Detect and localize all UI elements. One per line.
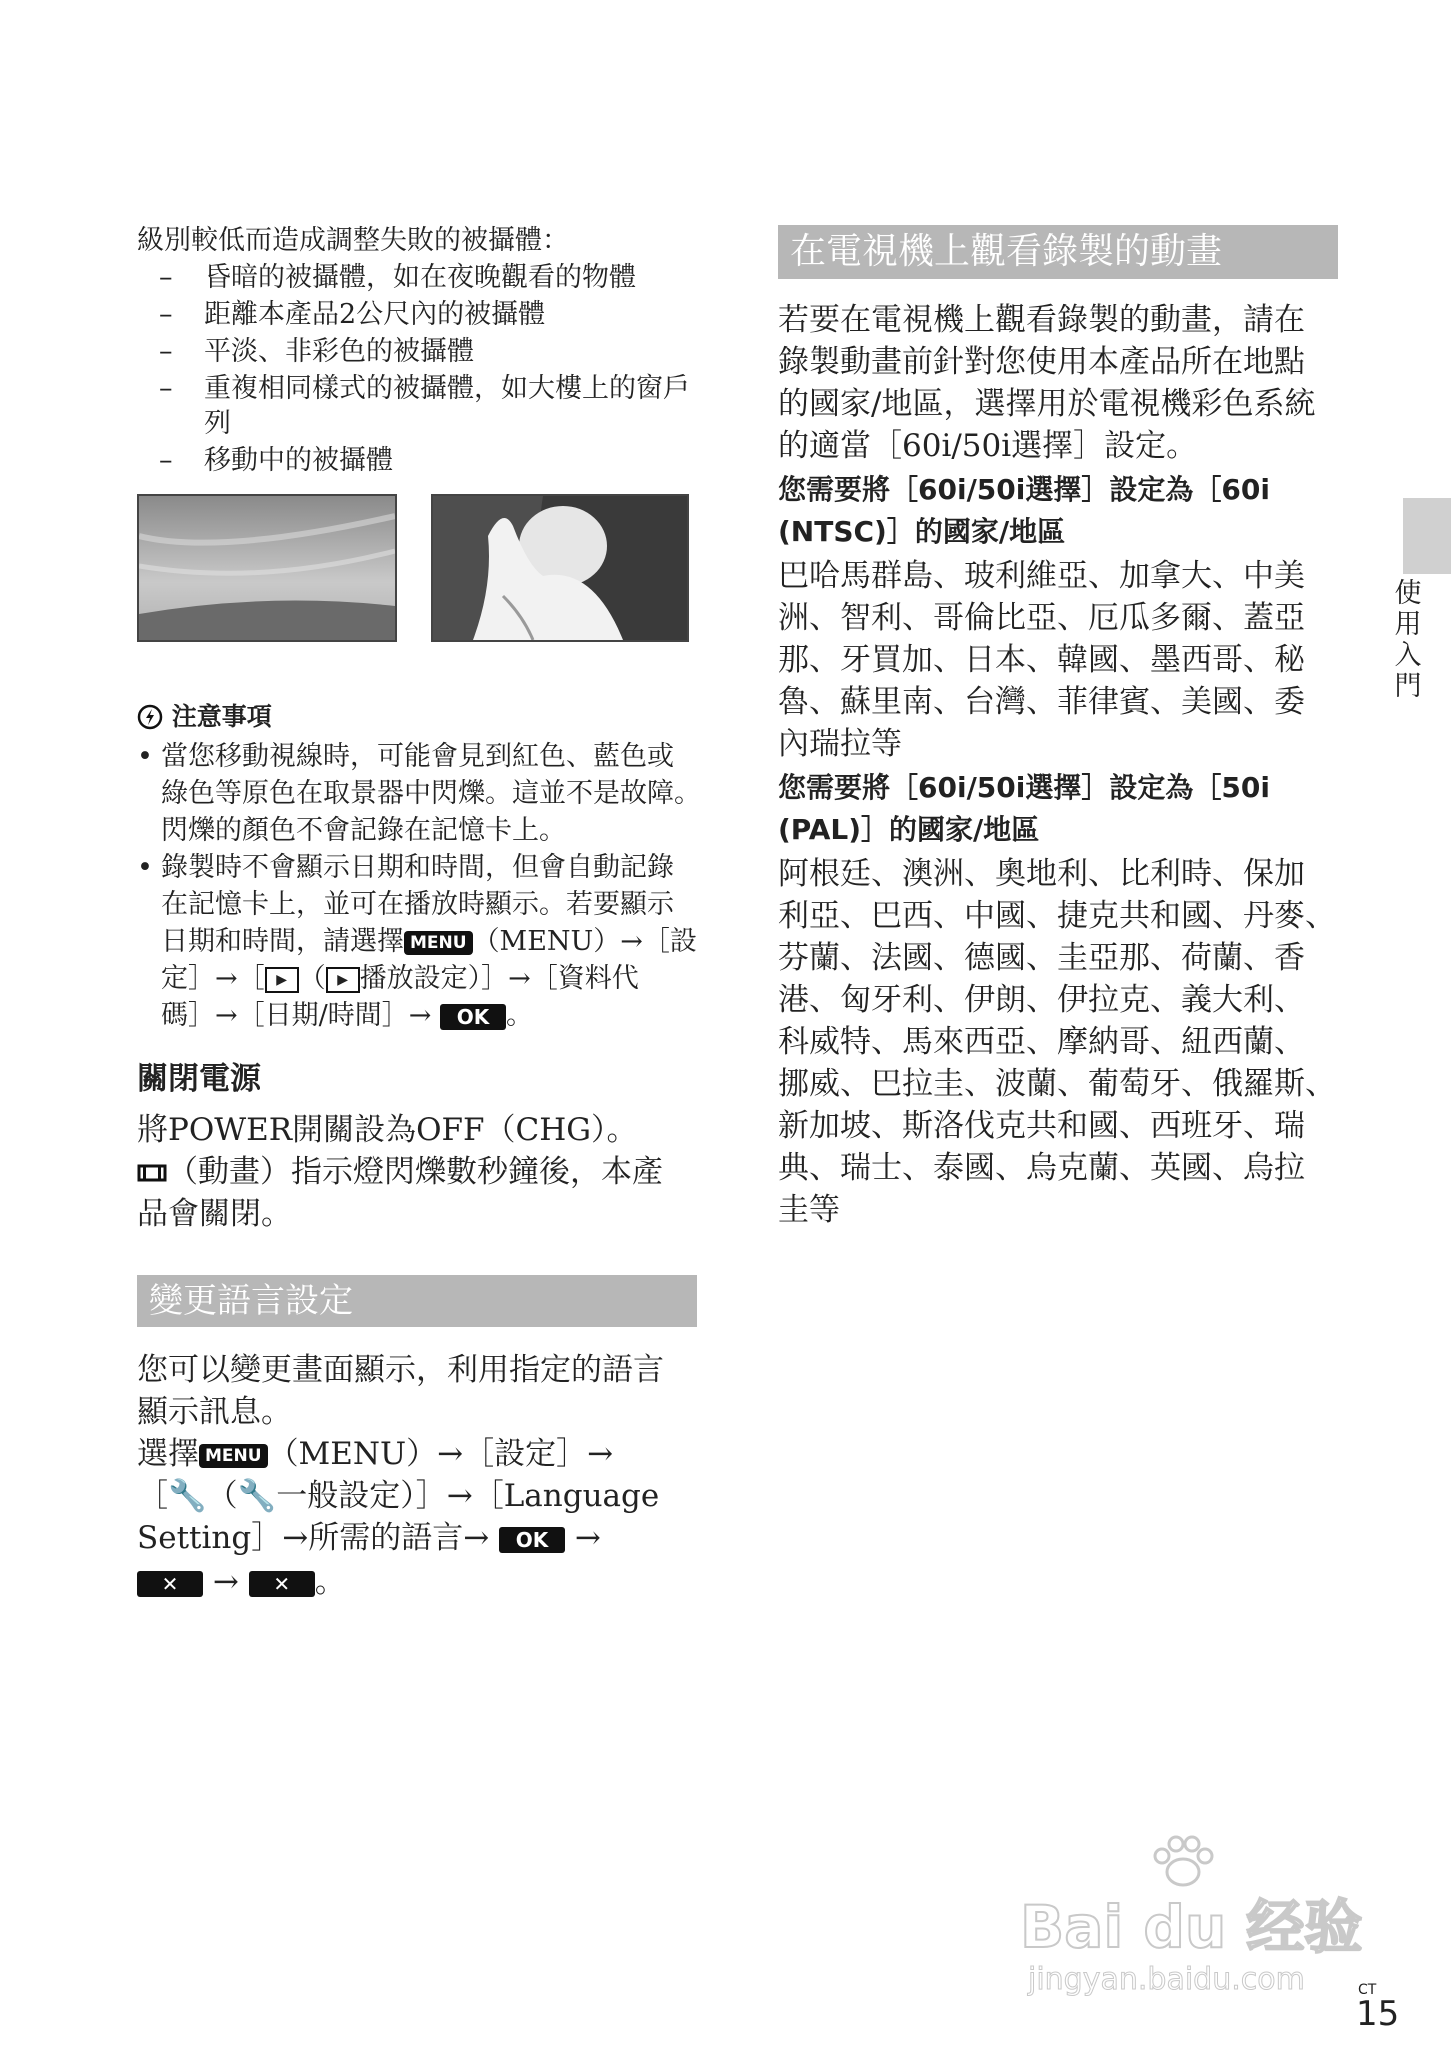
note-line: 閃爍的顏色不會記錄在記憶卡上。 [161, 815, 566, 846]
power-line-movie [137, 1151, 663, 1193]
note-line-menu [161, 923, 697, 960]
close-key: ✕ [249, 1571, 315, 1597]
language-text: Setting］→所需的語言→ [137, 1520, 490, 1556]
pal-country-line: 圭等 [778, 1192, 840, 1228]
ntsc-country-line: 魯、蘇里南、台灣、菲律賓、美國、委 [778, 684, 1305, 720]
baidu-watermark-url: jingyan.baidu.com [1028, 1962, 1305, 1997]
notes-heading: 注意事項 [171, 702, 272, 731]
side-tab-char: 用 [1394, 609, 1422, 640]
playback-icon: ▶ [265, 967, 299, 993]
pal-country-line: 芬蘭、法國、德國、圭亞那、荷蘭、香 [778, 940, 1305, 976]
subject-item: – 重複相同樣式的被攝體，如大樓上的窗戶 [159, 370, 690, 407]
subject-item: – 昏暗的被攝體，如在夜晚觀看的物體 [159, 259, 636, 296]
language-text: 選擇 [137, 1436, 199, 1472]
pal-heading: 您需要將［60i/50i選擇］設定為［50i [778, 771, 1270, 804]
note-text: 播放設定）］→［資料代 [359, 963, 639, 994]
sky-photo [137, 494, 397, 642]
language-text: 一般設定）］→［Language [276, 1478, 660, 1514]
pal-country-line: 典、瑞士、泰國、烏克蘭、英國、烏拉 [778, 1150, 1305, 1186]
language-section-title: 變更語言設定 [137, 1275, 697, 1327]
caution-icon [137, 704, 163, 730]
power-heading: 關閉電源 [137, 1061, 261, 1097]
page-lang-code: CT [1358, 1982, 1377, 1998]
tv-intro-line: 的國家/地區，選擇用於電視機彩色系統 [778, 386, 1316, 422]
power-line: 將POWER開關設為OFF（CHG）。 [137, 1112, 638, 1148]
side-tab-label [1390, 578, 1426, 702]
ntsc-country-line: 洲、智利、哥倫比亞、厄瓜多爾、蓋亞 [778, 600, 1305, 636]
bullet-icon: • [137, 852, 153, 883]
paw-icon [1148, 1832, 1218, 1892]
note-text: （ [298, 963, 326, 994]
side-tab-char: 門 [1394, 671, 1422, 702]
tv-intro-line: 錄製動畫前針對您使用本產品所在地點 [778, 344, 1305, 380]
notes-heading-row [137, 700, 272, 734]
bullet-icon: • [137, 741, 153, 772]
note-line: 當您移動視線時，可能會見到紅色、藍色或 [161, 741, 674, 772]
movie-icon [137, 1162, 167, 1184]
ntsc-country-line: 那、牙買加、日本、韓國、墨西哥、秘 [778, 642, 1305, 678]
language-line: 您可以變更畫面顯示，利用指定的語言 [137, 1352, 664, 1388]
note-line-ok [161, 997, 533, 1034]
subject-item-continued: 列 [204, 408, 231, 439]
power-line: 品會關閉。 [137, 1196, 292, 1232]
pal-country-line: 挪威、巴拉圭、波蘭、葡萄牙、俄羅斯、 [778, 1066, 1336, 1102]
wrench-icon: 🔧 [168, 1478, 207, 1514]
arrow-text: → [574, 1520, 601, 1556]
close-key: ✕ [137, 1571, 203, 1597]
language-line-menu [137, 1433, 613, 1475]
note-line: 綠色等原色在取景器中閃爍。這並不是故障。 [161, 778, 701, 809]
tv-section-title: 在電視機上觀看錄製的動畫 [778, 225, 1338, 279]
note-text: 定］→［ [161, 963, 265, 994]
language-text: 。 [314, 1564, 346, 1600]
language-text: （MENU）→［設定］→ [267, 1436, 614, 1472]
language-text: （ [206, 1478, 238, 1514]
ok-key: OK [499, 1527, 565, 1553]
side-tab-char: 使 [1394, 578, 1422, 609]
side-tab [1403, 498, 1451, 574]
note-line: 錄製時不會顯示日期和時間，但會自動記錄 [161, 852, 674, 883]
page-number: 15 [1356, 1994, 1400, 2034]
note-text: （MENU）→［設 [472, 926, 697, 957]
note-text: 碼］→［日期/時間］→ [161, 1000, 432, 1031]
statue-photo [431, 494, 689, 642]
note-line: 在記憶卡上，並可在播放時顯示。若要顯示 [161, 889, 674, 920]
power-text: （動畫）指示燈閃爍數秒鐘後，本產 [167, 1154, 663, 1190]
note-text: 日期和時間，請選擇 [161, 926, 404, 957]
wrench-icon: 🔧 [237, 1478, 277, 1514]
pal-country-line: 科威特、馬來西亞、摩納哥、紐西蘭、 [778, 1024, 1305, 1060]
subject-item: – 平淡、非彩色的被攝體 [159, 333, 474, 370]
side-tab-char: 入 [1394, 640, 1422, 671]
subject-item: – 距離本產品2公尺內的被攝體 [159, 296, 545, 333]
language-line: 顯示訊息。 [137, 1394, 292, 1430]
pal-country-line: 新加坡、斯洛伐克共和國、西班牙、瑞 [778, 1108, 1305, 1144]
language-line-ok [137, 1517, 601, 1559]
language-line-general [137, 1475, 659, 1517]
subjects-intro: 級別較低而造成調整失敗的被攝體： [137, 225, 569, 256]
pal-heading: (PAL)］的國家/地區 [778, 813, 1040, 846]
playback-icon: ▶ [326, 967, 360, 993]
arrow-text: → [212, 1564, 239, 1600]
ok-key: OK [440, 1004, 506, 1030]
ntsc-heading: 您需要將［60i/50i選擇］設定為［60i [778, 473, 1270, 506]
menu-key: MENU [404, 931, 473, 955]
tv-intro-line: 若要在電視機上觀看錄製的動畫，請在 [778, 302, 1305, 338]
subject-item: – 移動中的被攝體 [159, 442, 393, 479]
ntsc-heading: (NTSC)］的國家/地區 [778, 515, 1066, 548]
pal-country-line: 利亞、巴西、中國、捷克共和國、丹麥、 [778, 898, 1336, 934]
language-line-close [137, 1561, 346, 1603]
note-line-playback [161, 960, 639, 997]
pal-country-line: 阿根廷、澳洲、奧地利、比利時、保加 [778, 856, 1305, 892]
pal-country-line: 港、匈牙利、伊朗、伊拉克、義大利、 [778, 982, 1305, 1018]
tv-intro-line: 的適當［60i/50i選擇］設定。 [778, 428, 1198, 464]
baidu-watermark: Bai du 经验 [1020, 1893, 1363, 1961]
ntsc-country-line: 巴哈馬群島、玻利維亞、加拿大、中美 [778, 558, 1305, 594]
language-text: ［ [137, 1478, 168, 1514]
note-text: 。 [505, 1000, 533, 1031]
menu-key: MENU [199, 1444, 268, 1468]
ntsc-country-line: 內瑞拉等 [778, 726, 902, 762]
